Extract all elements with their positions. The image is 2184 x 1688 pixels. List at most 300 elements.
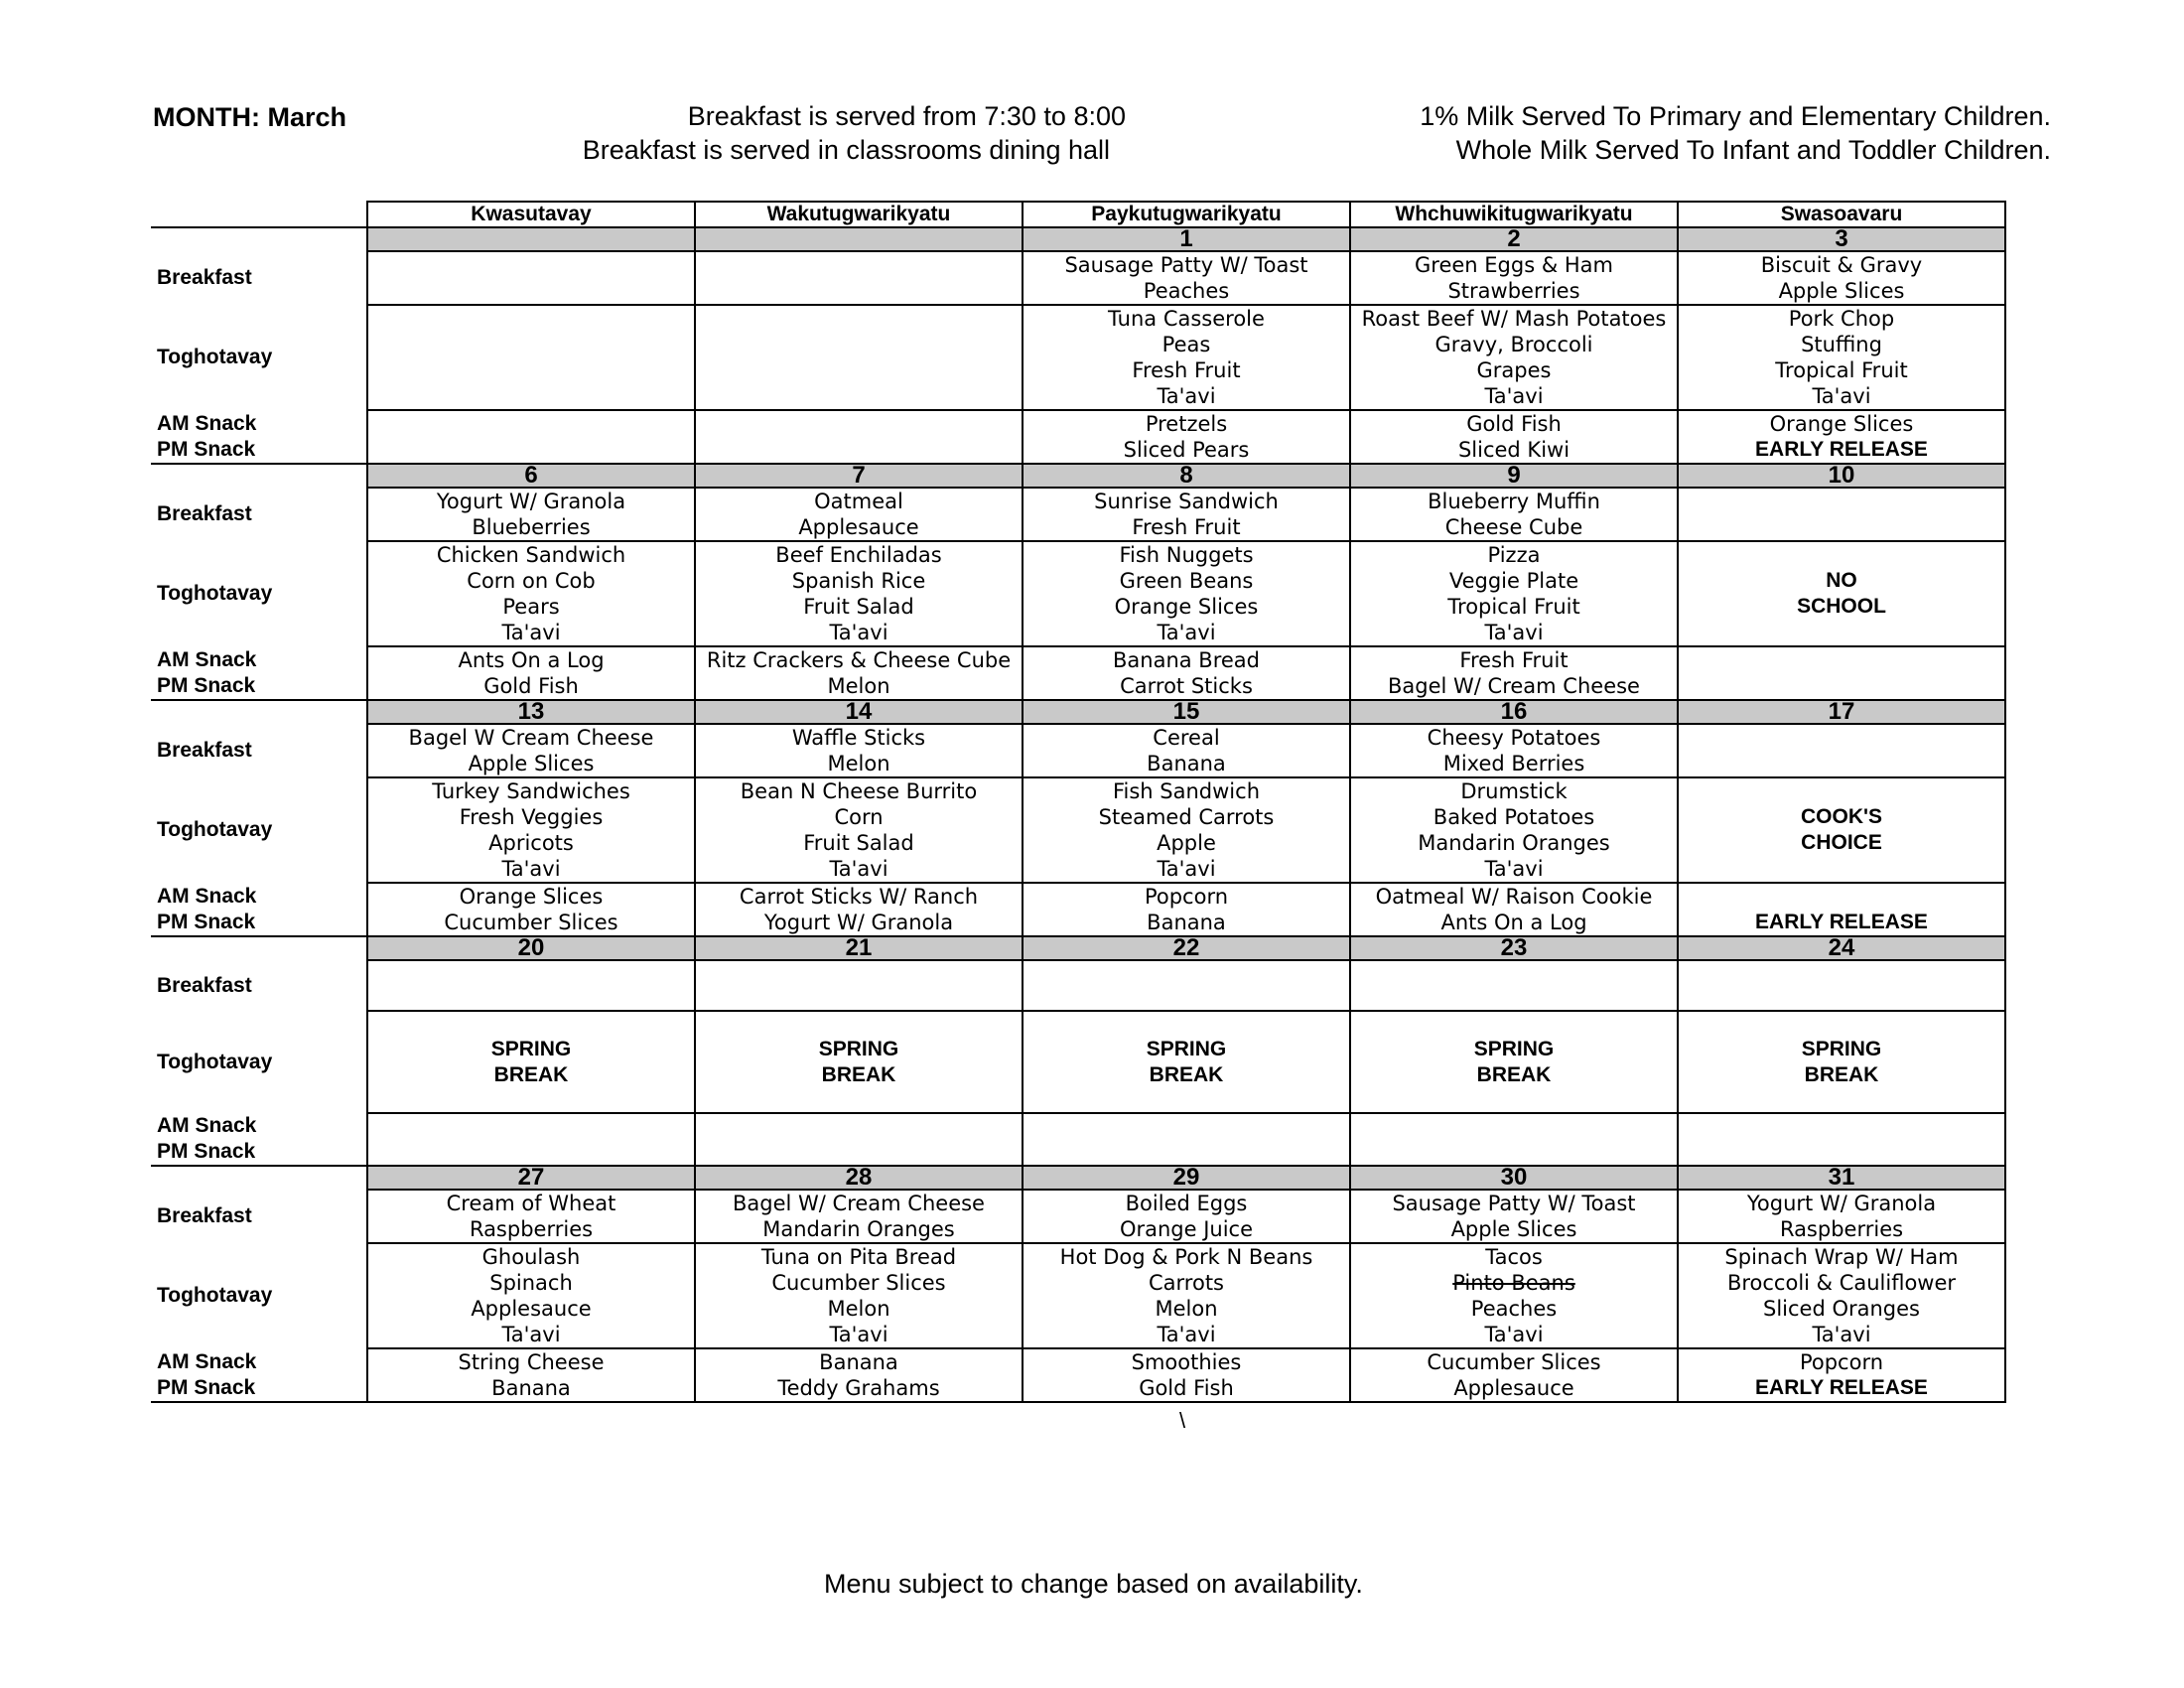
menu-item: Tropical Fruit <box>1775 358 1908 382</box>
row-label-snacks <box>151 646 367 700</box>
date-cell <box>367 227 695 251</box>
weekday-header: Kwasutavay <box>367 202 695 227</box>
menu-item: Orange Slices <box>459 885 604 909</box>
menu-item: Popcorn <box>1144 885 1229 909</box>
menu-item: Bean N Cheese Burrito <box>740 779 978 803</box>
menu-item: Pizza <box>1487 543 1541 567</box>
menu-item: Turkey Sandwiches <box>432 779 630 803</box>
row-label-lunch: Toghotavay <box>157 1284 273 1307</box>
snack-cell <box>1350 410 1678 464</box>
date-cell: 2 <box>1350 227 1678 251</box>
lunch-cell <box>1350 305 1678 410</box>
menu-item: Biscuit & Gravy <box>1760 253 1923 277</box>
row-label-snacks <box>151 410 367 464</box>
menu-item: Melon <box>1155 1297 1218 1321</box>
snack-cell <box>1350 1113 1678 1166</box>
lunch-cell <box>695 777 1023 883</box>
menu-item: Cucumber Slices <box>444 911 618 934</box>
menu-item: Stuffing <box>1801 333 1882 356</box>
snack-row <box>151 410 2005 464</box>
row-label-pm-snack: PM Snack <box>157 1140 256 1163</box>
menu-item: Grapes <box>1476 358 1552 382</box>
menu-item: BREAK <box>821 1062 896 1086</box>
menu-item: Fresh Fruit <box>1132 515 1241 539</box>
menu-item: Ta'avi <box>829 857 888 881</box>
menu-item: Fish Nuggets <box>1119 543 1254 567</box>
date-cell: 27 <box>367 1166 695 1190</box>
menu-item: Apricots <box>488 831 574 855</box>
menu-item: Tuna Casserole <box>1108 307 1265 331</box>
date-cell: 28 <box>695 1166 1023 1190</box>
row-label-lunch: Toghotavay <box>157 582 273 605</box>
menu-item: Ta'avi <box>501 1323 561 1346</box>
lunch-cell <box>367 1243 695 1348</box>
snack-cell <box>1023 883 1350 936</box>
menu-item: Fish Sandwich <box>1112 779 1260 803</box>
menu-item: Mandarin Oranges <box>762 1217 955 1241</box>
menu-item: Banana Bread <box>1112 648 1260 672</box>
lunch-cell <box>1678 1243 2005 1348</box>
date-cell: 21 <box>695 936 1023 960</box>
breakfast-cell <box>1350 724 1678 777</box>
menu-item: SPRING <box>1146 1037 1227 1060</box>
date-cell: 16 <box>1350 700 1678 724</box>
menu-item: Ghoulash <box>481 1245 581 1269</box>
date-cell: 29 <box>1023 1166 1350 1190</box>
menu-item: COOK'S <box>1800 805 1882 828</box>
snack-cell <box>695 883 1023 936</box>
row-label-pm-snack: PM Snack <box>157 1375 256 1399</box>
row-label-snacks <box>151 1348 367 1402</box>
lunch-cell <box>1350 1243 1678 1348</box>
menu-item: Applesauce <box>1453 1376 1574 1400</box>
breakfast-cell <box>1350 1190 1678 1243</box>
breakfast-cell <box>1678 251 2005 305</box>
lunch-cell <box>695 1011 1023 1113</box>
snack-cell <box>1023 410 1350 464</box>
snack-row <box>151 1113 2005 1166</box>
milk-note-infant: Whole Milk Served To Infant and Toddler Children. <box>1455 135 2051 165</box>
breakfast-cell <box>367 724 695 777</box>
menu-item: Ta'avi <box>1484 857 1544 881</box>
menu-item: Strawberries <box>1447 279 1580 303</box>
menu-item: Beef Enchiladas <box>775 543 942 567</box>
menu-item: Pinto Beans <box>1452 1271 1575 1295</box>
menu-item: Mixed Berries <box>1442 752 1585 775</box>
menu-calendar-table <box>151 201 2006 1403</box>
row-label-am-snack: AM Snack <box>157 1349 257 1373</box>
month-title: MONTH: March <box>153 102 346 132</box>
breakfast-cell <box>367 1190 695 1243</box>
menu-item: Gold Fish <box>1139 1376 1234 1400</box>
menu-item: Orange Juice <box>1119 1217 1254 1241</box>
row-label-breakfast: Breakfast <box>157 1204 252 1227</box>
menu-item: Ta'avi <box>501 621 561 644</box>
snack-cell <box>695 646 1023 700</box>
lunch-row <box>151 1243 2005 1348</box>
menu-item: Sliced Kiwi <box>1457 438 1570 462</box>
row-label-pm-snack: PM Snack <box>157 437 256 461</box>
row-label-am-snack: AM Snack <box>157 647 257 671</box>
menu-item: Ta'avi <box>1157 384 1216 408</box>
lunch-row <box>151 1011 2005 1113</box>
menu-item: Sliced Pears <box>1123 438 1250 462</box>
stray-backslash-mark: \ <box>1179 1408 1186 1433</box>
breakfast-cell <box>1678 1190 2005 1243</box>
date-cell: 7 <box>695 464 1023 488</box>
date-cell: 13 <box>367 700 695 724</box>
lunch-cell <box>695 305 1023 410</box>
date-cell: 10 <box>1678 464 2005 488</box>
menu-item: Smoothies <box>1131 1350 1242 1374</box>
breakfast-cell <box>1678 488 2005 541</box>
menu-item: Carrots <box>1149 1271 1224 1295</box>
breakfast-location-note: Breakfast is served in classrooms dining hall <box>582 135 1110 165</box>
menu-calendar-body <box>151 202 2005 1402</box>
breakfast-cell <box>367 251 695 305</box>
menu-item: Ta'avi <box>829 1323 888 1346</box>
snack-row <box>151 1348 2005 1402</box>
menu-item: Applesauce <box>471 1297 592 1321</box>
lunch-cell <box>367 305 695 410</box>
menu-item: Blueberry Muffin <box>1428 490 1600 513</box>
row-label-lunch: Toghotavay <box>157 818 273 841</box>
menu-item: Sunrise Sandwich <box>1094 490 1279 513</box>
lunch-cell <box>367 777 695 883</box>
row-label-snacks <box>151 883 367 936</box>
date-cell: 17 <box>1678 700 2005 724</box>
menu-item: Ta'avi <box>1157 857 1216 881</box>
snack-cell <box>1678 410 2005 464</box>
menu-item: Roast Beef W/ Mash Potatoes <box>1361 307 1667 331</box>
weekday-header: Wakutugwarikyatu <box>695 202 1023 227</box>
menu-item: Peaches <box>1143 279 1230 303</box>
row-label-breakfast: Breakfast <box>157 266 252 289</box>
date-cell: 1 <box>1023 227 1350 251</box>
snack-cell <box>1023 646 1350 700</box>
menu-item: BREAK <box>1476 1062 1552 1086</box>
menu-item: Teddy Grahams <box>777 1376 940 1400</box>
menu-item: Corn <box>834 805 884 829</box>
menu-item: Ta'avi <box>501 857 561 881</box>
breakfast-row <box>151 251 2005 305</box>
menu-item: Bagel W Cream Cheese <box>408 726 654 750</box>
snack-cell <box>367 1113 695 1166</box>
snack-cell <box>367 1348 695 1402</box>
menu-item: Tacos <box>1485 1245 1543 1269</box>
footer-note: Menu subject to change based on availability. <box>824 1569 1363 1599</box>
menu-item: Boiled Eggs <box>1125 1192 1248 1215</box>
menu-item: EARLY RELEASE <box>1755 911 1928 933</box>
snack-cell <box>1678 646 2005 700</box>
date-cell: 31 <box>1678 1166 2005 1190</box>
menu-item: Ants On a Log <box>1440 911 1587 934</box>
lunch-row <box>151 541 2005 646</box>
row-label-blank <box>151 1166 367 1190</box>
breakfast-cell <box>1023 960 1350 1011</box>
menu-item: Spanish Rice <box>791 569 926 593</box>
snack-cell <box>695 1348 1023 1402</box>
lunch-cell <box>695 541 1023 646</box>
breakfast-cell <box>1350 251 1678 305</box>
menu-item: Sliced Oranges <box>1762 1297 1920 1321</box>
date-row <box>151 936 2005 960</box>
menu-item: Fresh Fruit <box>1459 648 1569 672</box>
row-label-breakfast: Breakfast <box>157 973 252 997</box>
snack-cell <box>1678 1348 2005 1402</box>
breakfast-row <box>151 488 2005 541</box>
menu-item: Chicken Sandwich <box>436 543 626 567</box>
menu-item: Steamed Carrots <box>1098 805 1275 829</box>
menu-item: Cucumber Slices <box>1427 1350 1601 1374</box>
menu-item: Fresh Veggies <box>459 805 604 829</box>
row-label-blank <box>151 936 367 960</box>
row-label-pm-snack: PM Snack <box>157 673 256 697</box>
date-cell: 22 <box>1023 936 1350 960</box>
menu-item: Carrot Sticks <box>1120 674 1253 698</box>
menu-item: Ta'avi <box>1812 384 1871 408</box>
menu-item: Apple Slices <box>1450 1217 1577 1241</box>
lunch-cell <box>1678 305 2005 410</box>
snack-cell <box>367 410 695 464</box>
menu-item: BREAK <box>1804 1062 1879 1086</box>
menu-item: SPRING <box>1801 1037 1882 1060</box>
breakfast-row <box>151 724 2005 777</box>
menu-item: Melon <box>827 674 890 698</box>
lunch-cell <box>1023 1243 1350 1348</box>
menu-item <box>1679 884 2004 910</box>
menu-item: Melon <box>827 1297 890 1321</box>
menu-item: Yogurt W/ Granola <box>436 490 626 513</box>
menu-item: Orange Slices <box>1114 595 1259 619</box>
menu-item: SPRING <box>490 1037 572 1060</box>
lunch-cell <box>1678 777 2005 883</box>
lunch-cell <box>1350 777 1678 883</box>
lunch-cell <box>1023 1011 1350 1113</box>
date-cell: 14 <box>695 700 1023 724</box>
menu-item: Cheese Cube <box>1444 515 1583 539</box>
menu-item: CHOICE <box>1801 831 1882 854</box>
date-cell <box>695 227 1023 251</box>
breakfast-cell <box>1350 488 1678 541</box>
breakfast-cell <box>367 488 695 541</box>
breakfast-cell <box>1023 724 1350 777</box>
menu-item: Bagel W/ Cream Cheese <box>733 1192 985 1215</box>
date-row <box>151 700 2005 724</box>
breakfast-cell <box>1678 724 2005 777</box>
snack-row <box>151 883 2005 936</box>
row-label-breakfast: Breakfast <box>157 739 252 762</box>
snack-cell <box>367 883 695 936</box>
menu-item: Banana <box>819 1350 898 1374</box>
menu-item: Raspberries <box>469 1217 594 1241</box>
menu-item: Bagel W/ Cream Cheese <box>1388 674 1640 698</box>
menu-item: Spinach Wrap W/ Ham <box>1724 1245 1959 1269</box>
weekday-header-row <box>151 202 2005 227</box>
row-label-am-snack: AM Snack <box>157 411 257 435</box>
breakfast-cell <box>1023 251 1350 305</box>
menu-item: Carrot Sticks W/ Ranch <box>739 885 979 909</box>
menu-item: Ta'avi <box>1484 621 1544 644</box>
menu-item: Ta'avi <box>1484 384 1544 408</box>
snack-cell <box>695 1113 1023 1166</box>
menu-item: Cheesy Potatoes <box>1427 726 1601 750</box>
date-cell: 23 <box>1350 936 1678 960</box>
lunch-row <box>151 305 2005 410</box>
menu-item: EARLY RELEASE <box>1755 438 1928 461</box>
row-label-lunch: Toghotavay <box>157 1050 273 1073</box>
menu-item: Yogurt W/ Granola <box>1746 1192 1937 1215</box>
menu-item: Pretzels <box>1145 412 1228 436</box>
row-label-snacks <box>151 1113 367 1166</box>
menu-item: Fruit Salad <box>803 595 914 619</box>
weekday-header: Paykutugwarikyatu <box>1023 202 1350 227</box>
menu-item: Apple Slices <box>468 752 595 775</box>
menu-item: Pork Chop <box>1788 307 1895 331</box>
row-label-blank <box>151 464 367 488</box>
menu-item: Sausage Patty W/ Toast <box>1392 1192 1636 1215</box>
menu-item: BREAK <box>493 1062 569 1086</box>
lunch-cell <box>1023 777 1350 883</box>
menu-item: Cucumber Slices <box>771 1271 946 1295</box>
breakfast-cell <box>1350 960 1678 1011</box>
menu-item: Ta'avi <box>1484 1323 1544 1346</box>
menu-item: Oatmeal W/ Raison Cookie <box>1375 885 1653 909</box>
menu-item: Peaches <box>1470 1297 1558 1321</box>
snack-cell <box>695 410 1023 464</box>
menu-item: Mandarin Oranges <box>1418 831 1610 855</box>
menu-item: Ta'avi <box>1157 1323 1216 1346</box>
menu-item: Ants On a Log <box>458 648 605 672</box>
date-cell: 20 <box>367 936 695 960</box>
snack-cell <box>1023 1113 1350 1166</box>
menu-item: Cream of Wheat <box>446 1192 616 1215</box>
lunch-cell <box>367 541 695 646</box>
menu-item: Green Eggs & Ham <box>1415 253 1613 277</box>
menu-item: Corn on Cob <box>467 569 596 593</box>
weekday-header: Swasoavaru <box>1678 202 2005 227</box>
date-cell: 8 <box>1023 464 1350 488</box>
menu-item: Blueberries <box>472 515 591 539</box>
menu-item: Banana <box>491 1376 571 1400</box>
breakfast-cell <box>1023 488 1350 541</box>
weekday-header: Whchuwikitugwarikyatu <box>1350 202 1678 227</box>
breakfast-row <box>151 1190 2005 1243</box>
menu-item: EARLY RELEASE <box>1755 1376 1928 1399</box>
row-label-blank <box>151 227 367 251</box>
snack-cell <box>1023 1348 1350 1402</box>
snack-cell <box>1350 883 1678 936</box>
menu-item: Ta'avi <box>829 621 888 644</box>
menu-item: Fruit Salad <box>803 831 914 855</box>
date-cell: 6 <box>367 464 695 488</box>
lunch-cell <box>1023 541 1350 646</box>
menu-item: Banana <box>1147 752 1226 775</box>
menu-item: Baked Potatoes <box>1433 805 1595 829</box>
lunch-cell <box>1350 541 1678 646</box>
snack-cell <box>1678 883 2005 936</box>
menu-item: Tuna on Pita Bread <box>760 1245 957 1269</box>
lunch-row <box>151 777 2005 883</box>
date-row <box>151 227 2005 251</box>
breakfast-cell <box>695 960 1023 1011</box>
menu-item: NO <box>1826 569 1857 592</box>
menu-item: Ta'avi <box>1812 1323 1871 1346</box>
menu-item: Oatmeal <box>814 490 903 513</box>
menu-item: Gravy, Broccoli <box>1434 333 1593 356</box>
lunch-cell <box>1678 541 2005 646</box>
lunch-cell <box>367 1011 695 1113</box>
corner-blank <box>151 202 367 227</box>
menu-item: Ta'avi <box>1157 621 1216 644</box>
menu-item: Cereal <box>1153 726 1220 750</box>
breakfast-cell <box>695 251 1023 305</box>
date-row <box>151 464 2005 488</box>
row-label-am-snack: AM Snack <box>157 1114 257 1137</box>
menu-item: SPRING <box>1473 1037 1555 1060</box>
menu-item: Veggie Plate <box>1448 569 1579 593</box>
menu-item: Banana <box>1147 911 1226 934</box>
breakfast-cell <box>1678 960 2005 1011</box>
lunch-cell <box>1678 1011 2005 1113</box>
menu-item: Gold Fish <box>1466 412 1562 436</box>
snack-row <box>151 646 2005 700</box>
breakfast-time-note: Breakfast is served from 7:30 to 8:00 <box>687 101 1126 131</box>
breakfast-cell <box>1023 1190 1350 1243</box>
date-cell: 15 <box>1023 700 1350 724</box>
snack-cell <box>1678 1113 2005 1166</box>
lunch-cell <box>695 1243 1023 1348</box>
date-cell: 9 <box>1350 464 1678 488</box>
menu-item: SPRING <box>818 1037 899 1060</box>
menu-item: SCHOOL <box>1797 595 1886 618</box>
row-label-pm-snack: PM Snack <box>157 910 256 933</box>
menu-item: Spinach <box>489 1271 573 1295</box>
menu-item: Green Beans <box>1119 569 1254 593</box>
date-cell: 3 <box>1678 227 2005 251</box>
row-label-am-snack: AM Snack <box>157 884 257 908</box>
menu-item: String Cheese <box>458 1350 605 1374</box>
menu-item: Gold Fish <box>483 674 579 698</box>
row-label-breakfast: Breakfast <box>157 502 252 525</box>
menu-item: Yogurt W/ Granola <box>763 911 954 934</box>
row-label-blank <box>151 700 367 724</box>
menu-item: Tropical Fruit <box>1447 595 1580 619</box>
menu-item: Pears <box>502 595 560 619</box>
breakfast-row <box>151 960 2005 1011</box>
lunch-cell <box>1350 1011 1678 1113</box>
snack-cell <box>367 646 695 700</box>
menu-item: Orange Slices <box>1769 412 1914 436</box>
breakfast-cell <box>367 960 695 1011</box>
menu-item: Hot Dog & Pork N Beans <box>1059 1245 1313 1269</box>
menu-item: Ritz Crackers & Cheese Cube <box>706 648 1012 672</box>
menu-item: Melon <box>827 752 890 775</box>
menu-item: Drumstick <box>1460 779 1568 803</box>
lunch-cell <box>1023 305 1350 410</box>
menu-item: Sausage Patty W/ Toast <box>1064 253 1308 277</box>
snack-cell <box>1350 646 1678 700</box>
row-label-lunch: Toghotavay <box>157 346 273 368</box>
breakfast-cell <box>695 1190 1023 1243</box>
date-cell: 24 <box>1678 936 2005 960</box>
menu-item: Fresh Fruit <box>1132 358 1241 382</box>
menu-item: Popcorn <box>1799 1350 1884 1374</box>
menu-item: Peas <box>1161 333 1211 356</box>
menu-item: Raspberries <box>1779 1217 1904 1241</box>
milk-note-primary: 1% Milk Served To Primary and Elementary Children. <box>1420 101 2051 131</box>
menu-item: Apple <box>1157 831 1216 855</box>
